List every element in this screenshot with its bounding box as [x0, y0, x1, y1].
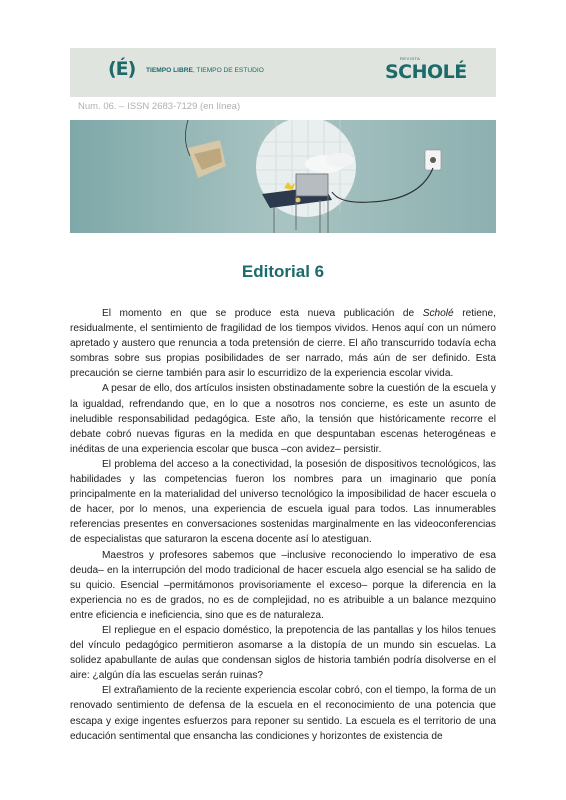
- journal-name-italic: Scholé: [422, 308, 454, 319]
- tagline-bold: TIEMPO LIBRE: [146, 67, 193, 74]
- socket-hole: [430, 157, 436, 163]
- paragraph-4: Maestros y profesores sabemos que –inclusive reconociendo lo imperativo de esa deuda– en la interrupción del modo tradicional de hacer escuela algo esencial se ha salido de su quicio. Esencial –permitámonos provisoriamente el exceso– porque la diferencia en la experiencia no es de grados, no es de complejidad, no es atribuible a un balance mezquino entre eficiencia e ineficiencia, sino que es de naturaleza.: [70, 549, 496, 621]
- paragraph-5: El repliegue en el espacio doméstico, la prepotencia de las pantallas y los hilos tenues del vínculo pedagógico permitieron asomarse a la distopía de un mundo sin escuelas. La solidez apabullante de aulas que condensan siglos de historia también podría disolverse en el aire: ¿algún día las escuelas serán ruinas?: [70, 624, 496, 682]
- editorial-title: Editorial 6: [241, 262, 325, 281]
- paragraph-2: A pesar de ello, dos artículos insisten obstinadamente sobre la cuestión de la escuela y la igualdad, refrendando que, en lo que a nosotros nos concierne, es este un asunto de ineludible responsabilidad pedagógica. Este año, la tensión que históricamente recorre el debate cobró nuevas figuras en la medida en que despuntaban escenas heterogéneas e inéditas de una experiencia escolar que busca –con avidez– persistir.: [70, 383, 496, 455]
- desk-light: [296, 198, 301, 203]
- cover-illustration: [70, 120, 496, 233]
- issn-line: Num. 06. – ISSN 2683-7129 (en línea): [78, 101, 241, 112]
- journal-logo-mark: (É): [108, 58, 136, 80]
- paragraph-1-end: retiene, residualmente, el sentimiento de fragilidad de los tiempos vividos. Henos aquí con un número apretado y austero que renuncia a toda pretensión de cierre. El año transcurrido todavía echa sombras sobre sus propias posibilidades de ser narrado, más aún de ser definido. Esta precaución se cierne también para asir lo escurridizo de la experiencia escolar vivida.: [70, 308, 496, 380]
- paragraph-1: [70, 306, 496, 381]
- editorial-body: [70, 306, 496, 744]
- cloud-shape-2: [326, 153, 354, 167]
- journal-header: [70, 48, 496, 97]
- paragraph-6: El extrañamiento de la reciente experiencia escolar cobró, con el tiempo, la forma de un renovado sentimiento de defensa de la escuela en el reconocimiento de una potencia que escapa y exige ingentes esfuerzos para reponer su sentido. La escuela es el territorio de una educación sentimental que ensancha las condiciones y horizontes de existencia de: [70, 685, 496, 742]
- illustration-svg: [70, 120, 496, 233]
- tagline-light: , TIEMPO DE ESTUDIO: [192, 67, 264, 74]
- schole-logo: SCHOLÉ: [385, 61, 467, 83]
- journal-tagline: [146, 67, 264, 74]
- revista-label: REVISTA: [400, 56, 421, 61]
- paragraph-3: El problema del acceso a la conectividad, la posesión de dispositivos tecnológicos, las habilidades y las competencias fueron los nombres para un imaginario que ponía principalmente en la materialidad del universo tecnológico la imposibilidad de hacer escuela o de hacer, por lo menos, una experiencia de escuela igual para todos. Las innumerables referencias presentes en conversaciones sostenidas marginalmente en las videoconferencias de especialistas que saturaron la escena docente así lo atestiguan.: [70, 458, 496, 546]
- chair-back: [296, 174, 328, 196]
- paragraph-1-start: El momento en que se produce esta nueva publicación de: [102, 308, 423, 319]
